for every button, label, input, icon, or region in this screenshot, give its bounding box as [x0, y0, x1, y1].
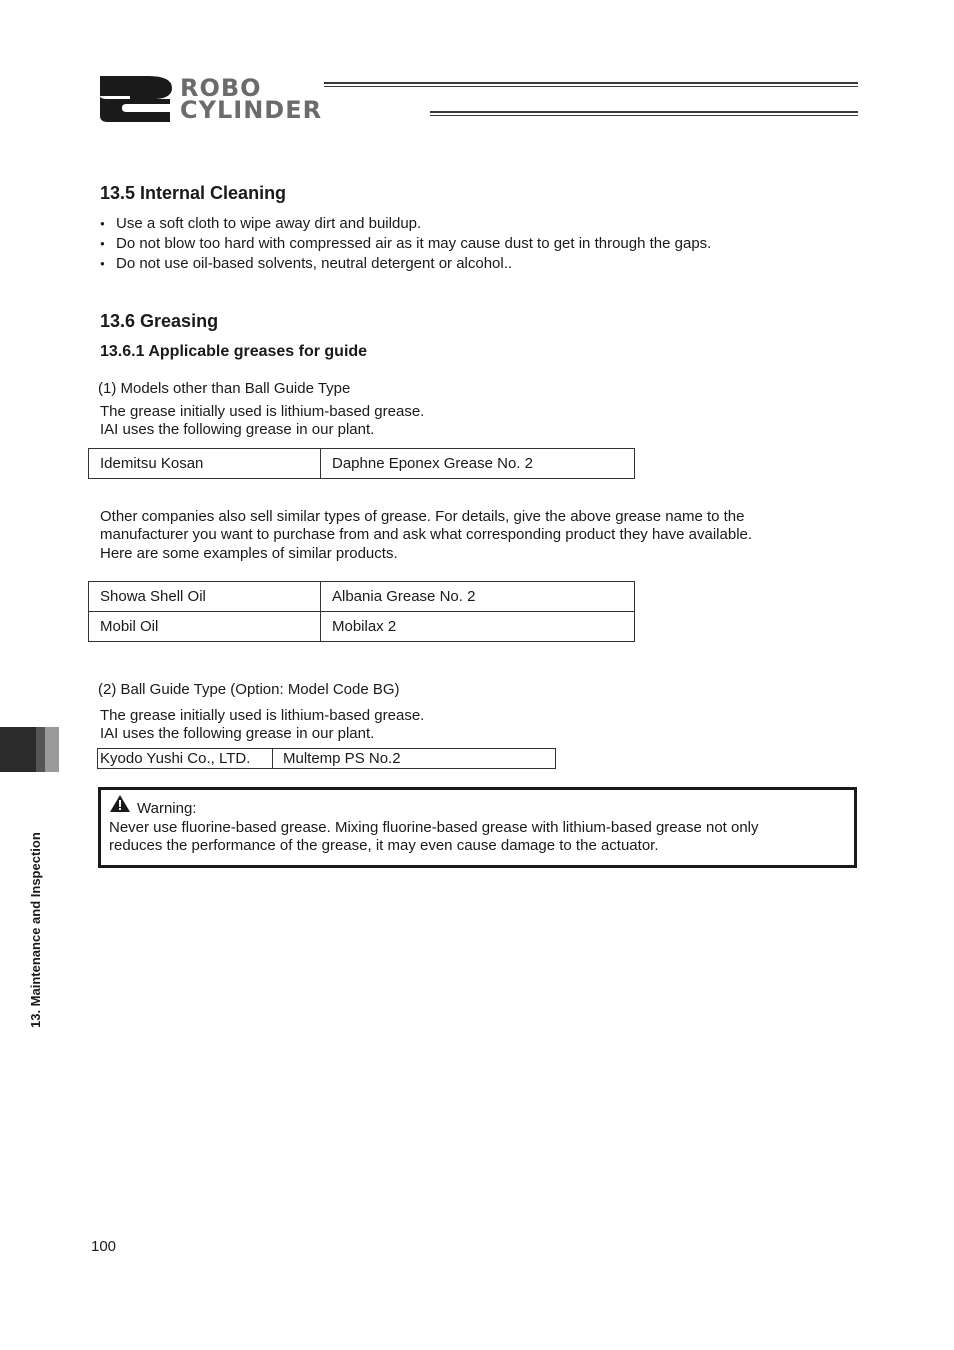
other-companies-line2: manufacturer you want to purchase from and ask what corresponding product they have available. — [100, 526, 753, 543]
table-cell-maker: Mobil Oil — [89, 612, 321, 642]
header-rule-top-thin — [324, 86, 858, 87]
header-rule-bottom — [430, 111, 858, 113]
warning-triangle-icon — [109, 794, 131, 813]
warning-box — [98, 787, 857, 868]
chapter-side-label: 13. Maintenance and Inspection — [28, 832, 43, 1028]
list-item: ● Do not blow too hard with compressed air as it may cause dust to get in through the gaps. — [100, 234, 711, 254]
other-companies-line1: Other companies also sell similar types of grease. For details, give the above grease name to the — [100, 508, 745, 525]
cleaning-bullet-list — [100, 214, 711, 274]
part2-heading: (2) Ball Guide Type (Option: Model Code BG) — [98, 681, 400, 698]
grease-table-similar — [88, 581, 635, 642]
part1-heading: (1) Models other than Ball Guide Type — [98, 380, 351, 397]
warning-line1: Never use fluorine-based grease. Mixing fluorine-based grease with lithium-based grease not only — [109, 819, 759, 836]
rc-logo-mark-icon — [96, 72, 176, 124]
chapter-tab-marker-light — [45, 727, 59, 772]
grease-table-plant — [88, 448, 635, 479]
table-row — [89, 582, 635, 612]
part2-line2: IAI uses the following grease in our plant. — [100, 725, 375, 742]
table-row — [98, 749, 556, 769]
part1-line2: IAI uses the following grease in our plant. — [100, 421, 375, 438]
header-rule-top — [324, 82, 858, 84]
grease-table-ball-guide — [97, 748, 556, 769]
page-number: 100 — [91, 1238, 117, 1255]
table-row — [89, 612, 635, 642]
part2-line1: The grease initially used is lithium-based grease. — [100, 707, 425, 724]
table-cell-product: Albania Grease No. 2 — [321, 582, 635, 612]
section-13-5-title: 13.5 Internal Cleaning — [100, 183, 287, 203]
table-cell-maker: Idemitsu Kosan — [89, 449, 321, 479]
header-rule-bottom-thin — [430, 115, 858, 116]
warning-label: Warning: — [137, 800, 197, 817]
table-row — [89, 449, 635, 479]
table-cell-product: Mobilax 2 — [321, 612, 635, 642]
logo-word-cylinder: CYLINDER — [180, 96, 323, 124]
list-item: ● Use a soft cloth to wipe away dirt and buildup. — [100, 214, 711, 234]
table-cell-maker: Showa Shell Oil — [89, 582, 321, 612]
section-13-6-1-title: 13.6.1 Applicable greases for guide — [100, 343, 368, 360]
section-13-6-title: 13.6 Greasing — [100, 311, 219, 331]
table-cell-maker: Kyodo Yushi Co., LTD. — [98, 749, 273, 769]
chapter-tab-marker-mid — [36, 727, 45, 772]
warning-line2: reduces the performance of the grease, it may even cause damage to the actuator. — [109, 837, 659, 854]
chapter-tab-marker — [0, 727, 36, 772]
robo-cylinder-logo — [96, 72, 426, 124]
logo-word-robo: ROBO — [180, 74, 262, 102]
part1-line1: The grease initially used is lithium-based grease. — [100, 403, 425, 420]
table-cell-product: Multemp PS No.2 — [273, 749, 556, 769]
other-companies-line3: Here are some examples of similar products. — [100, 545, 398, 562]
table-cell-product: Daphne Eponex Grease No. 2 — [321, 449, 635, 479]
list-item: ● Do not use oil-based solvents, neutral detergent or alcohol.. — [100, 254, 711, 274]
